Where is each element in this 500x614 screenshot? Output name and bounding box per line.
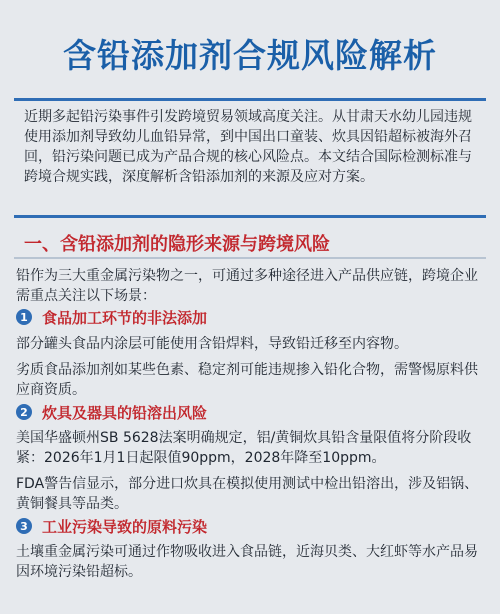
subheading-3-label: 工业污染导致的原料污染 xyxy=(42,517,208,536)
paragraph: FDA警告信显示，部分进口炊具在模拟使用测试中检出铅溶出，涉及铝锅、黄铜餐具等品类。 xyxy=(16,476,479,512)
subheading-2-label: 炊具及器具的铅溶出风险 xyxy=(42,403,208,422)
intro-text: 近期多起铅污染事件引发跨境贸易领域高度关注。从甘肃天水幼儿园违规使用添加剂导致幼儿血铅异常，到中国出口童装、炊具因铅超标被海外召回，铅污染问题已成为产品合规的核心风险点。本文结合国际检测标准与跨境合规实践，深度解析含铅添加剂的来源及应对方案。 xyxy=(24,109,472,185)
subheading-2 xyxy=(16,402,207,422)
paragraph: 部分罐头食品内涂层可能使用含铅焊料，导致铅迁移至内容物。 xyxy=(16,336,408,352)
section-title: 一、含铅添加剂的隐形来源与跨境风险 xyxy=(24,234,330,255)
intro-box xyxy=(14,98,486,218)
paragraph: 劣质食品添加剂如某些色素、稳定剂可能违规掺入铅化合物，需警惕原料供应商资质。 xyxy=(16,362,478,398)
section-lead: 铅作为三大重金属污染物之一，可通过多种途径进入产品供应链，跨境企业需重点关注以下场景： xyxy=(16,268,478,304)
paragraph: 土壤重金属污染可通过作物吸收进入食品链，近海贝类、大红虾等水产品易因环境污染铅超标。 xyxy=(16,544,478,580)
subheading-3 xyxy=(16,516,207,536)
subheading-1-label: 食品加工环节的非法添加 xyxy=(42,308,208,327)
page-title: 含铅添加剂合规风险解析 xyxy=(63,36,437,75)
number-badge-3: 3 xyxy=(16,518,32,534)
number-badge-1: 1 xyxy=(16,309,32,325)
subheading-1 xyxy=(16,307,207,327)
number-badge-2: 2 xyxy=(16,404,32,420)
paragraph: 美国华盛顿州SB 5628法案明确规定，铝/黄铜炊具铅含量限值将分阶段收紧：2026年1月1日起限值90ppm，2028年降至10ppm。 xyxy=(16,430,472,466)
section-divider xyxy=(14,257,486,259)
